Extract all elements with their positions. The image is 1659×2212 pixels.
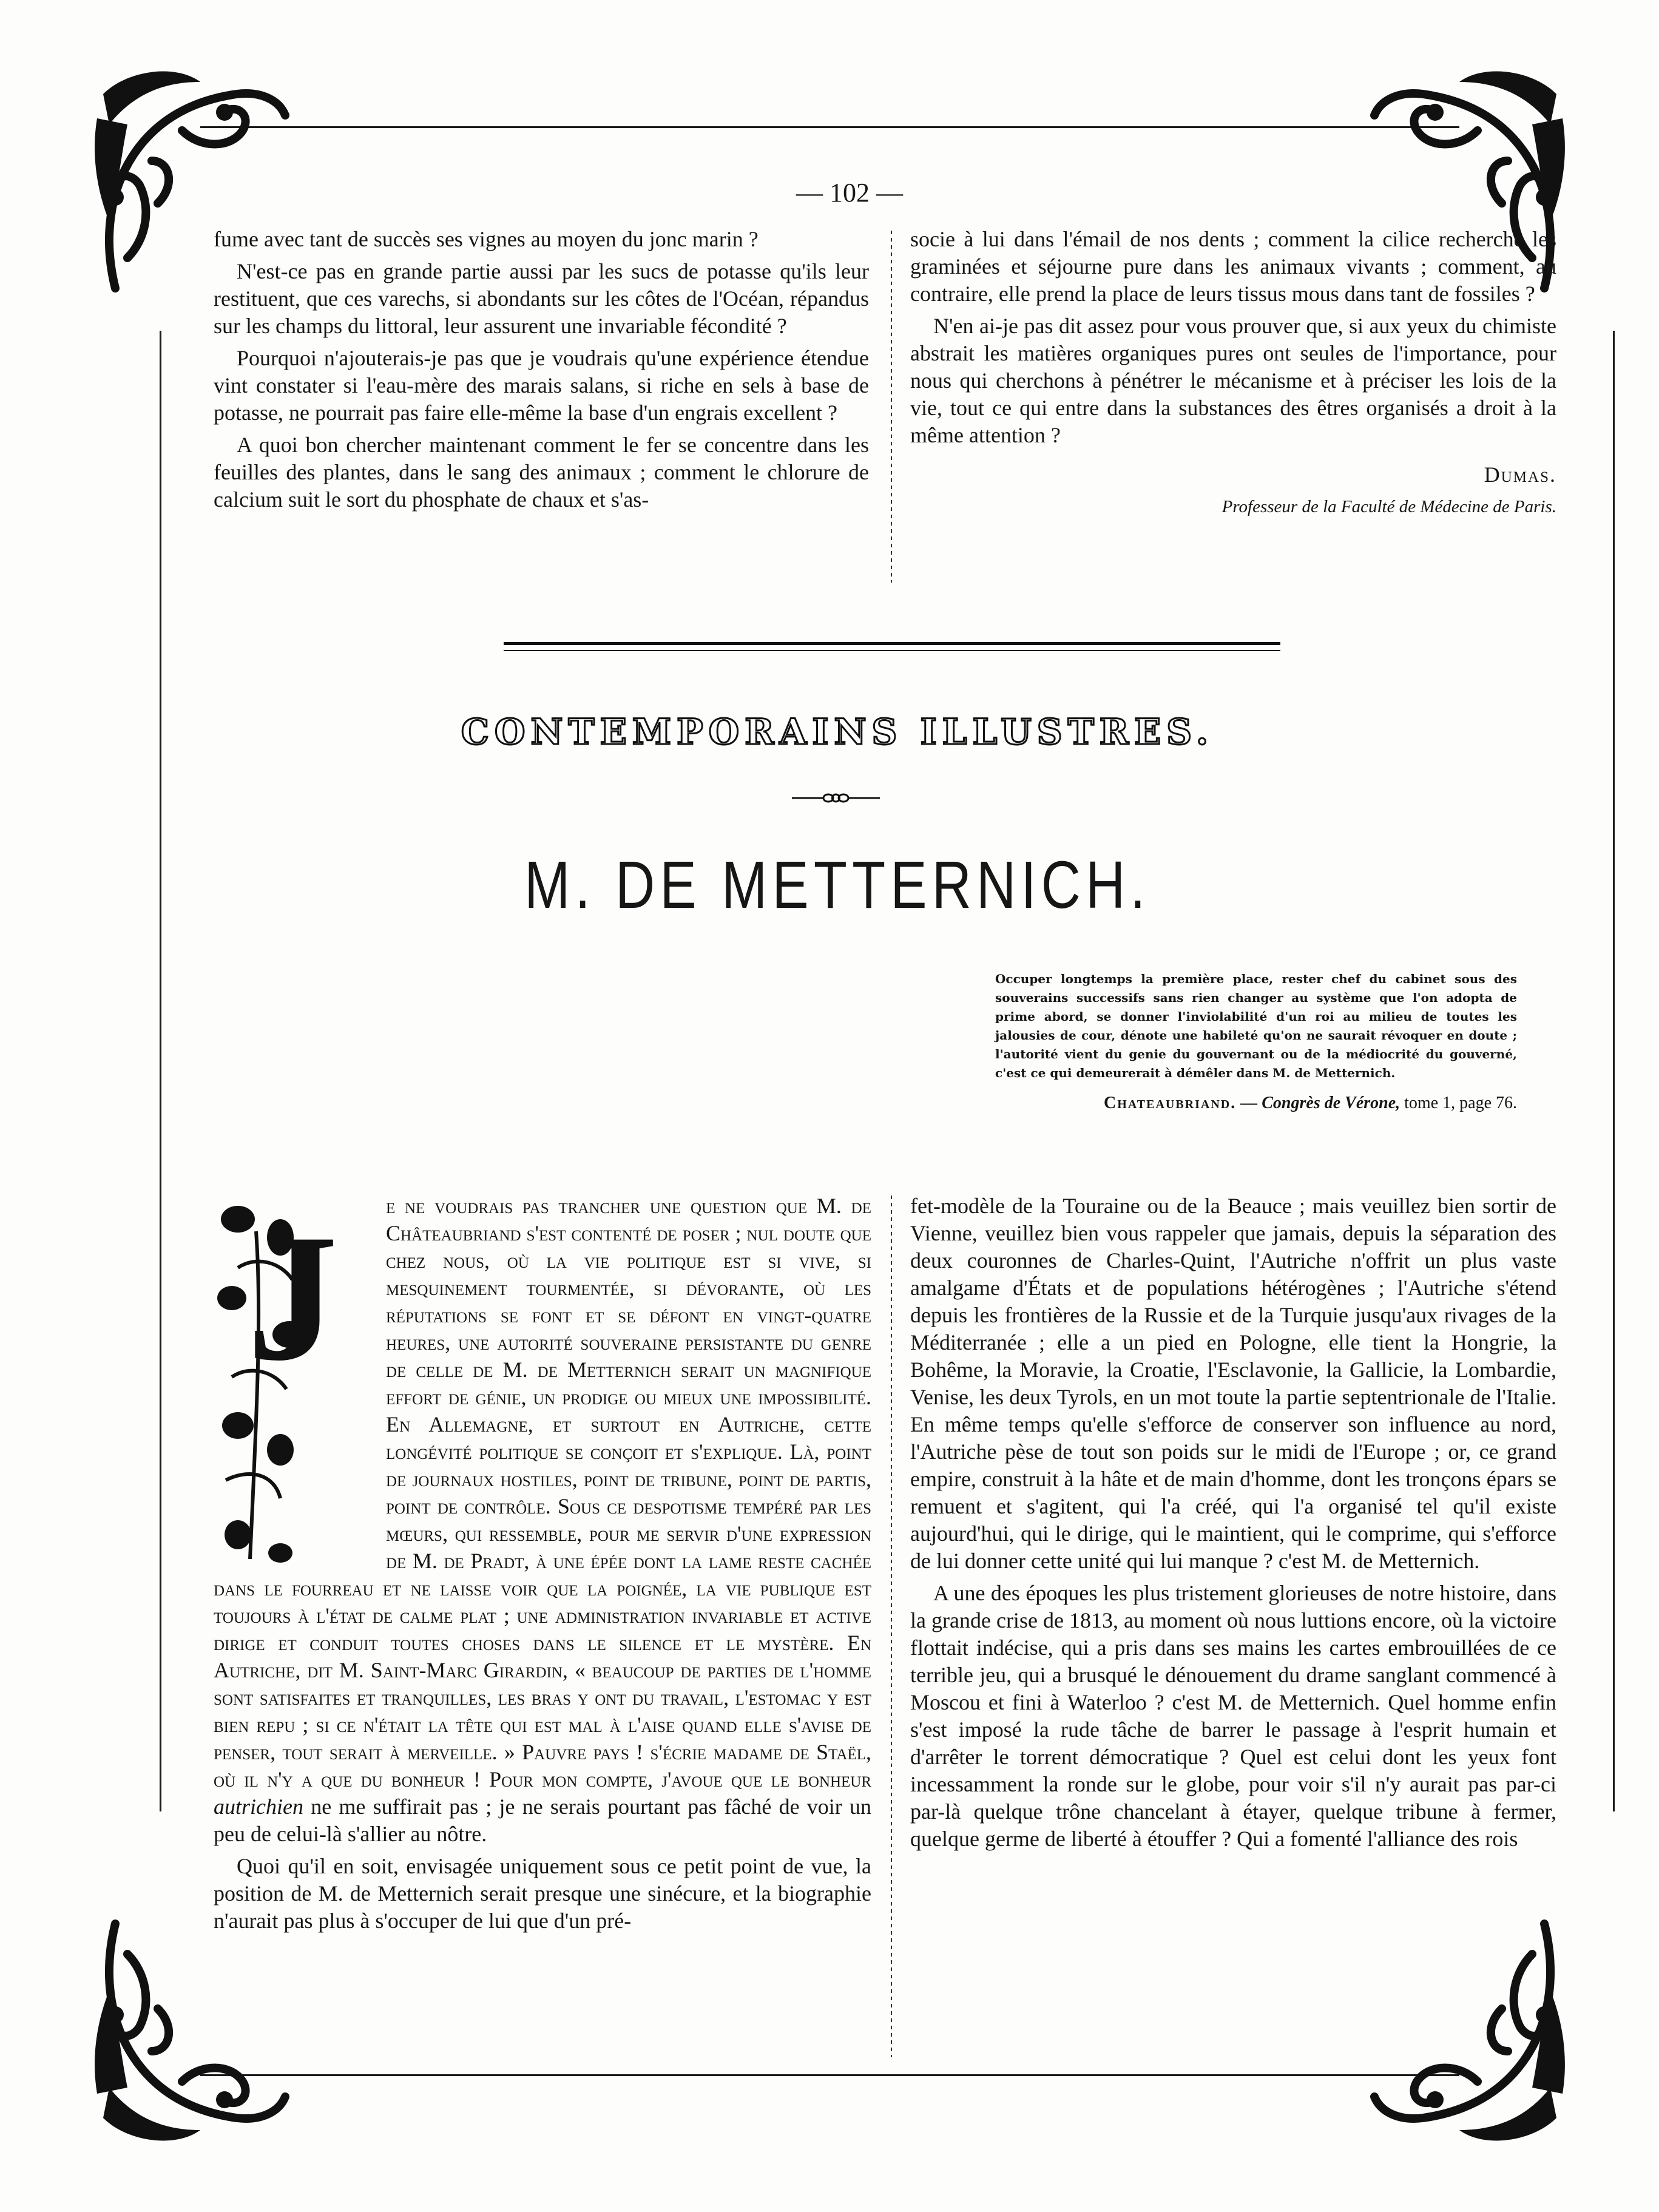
- column-divider: [891, 1196, 892, 2057]
- paragraph: N'est-ce pas en grande partie aussi par les sucs de potasse qu'ils leur restituent, que ces varechs, si abondants sur les côtes de l'Océan, répandus sur les champs du littoral, leur assurent une invariable fécondité ?: [214, 259, 869, 338]
- epigraph-author: Chateaubriand.: [1104, 1094, 1237, 1112]
- frame-line-top: [200, 126, 1459, 128]
- paragraph: Quoi qu'il en soit, envisagée uniquement sous ce petit point de vue, la position de M. de Metternich serait presque une sinécure, et la biographie n'aurait pas plus à s'occuper de lui que d'un pré-: [214, 1854, 871, 1933]
- author-signature: Dumas.: [1484, 462, 1556, 487]
- ornament-corner-bottom-left: [91, 1912, 291, 2154]
- section-title: CONTEMPORAINS ILLUSTRES.: [461, 711, 1214, 753]
- paragraph: fume avec tant de succès ses vignes au moyen du jonc marin ?: [214, 227, 759, 251]
- epigraph-location: tome 1, page 76.: [1404, 1094, 1517, 1112]
- author-affiliation: Professeur de la Faculté de Médecine de Paris.: [1221, 497, 1556, 516]
- section-rule: [504, 642, 1280, 645]
- article-title: M. DE METTERNICH.: [524, 848, 1150, 922]
- article-right-column: [910, 1192, 1556, 1858]
- paragraph-end: ne me suffirait pas ; je ne serais pourtant pas fâché de voir un peu de celui-là s'allier au nôtre.: [214, 1794, 871, 1846]
- title-ornament: [792, 790, 880, 806]
- ornament-corner-bottom-right: [1368, 1912, 1569, 2154]
- paragraph: socie à lui dans l'émail de nos dents ; comment la cilice recherche les graminées et séjourne pure dans les animaux vivants ; comment, au contraire, elle prend la place de leurs tissus mous dans tant de fossiles ?: [910, 227, 1556, 306]
- column-divider: [891, 231, 892, 583]
- paragraph: A quoi bon chercher maintenant comment le fer se concentre dans les feuilles des plantes, dans le sang des animaux ; comment le chlorure de calcium suit le sort du phosphate de chaux et s'as-: [214, 433, 869, 512]
- top-right-column: [910, 226, 1556, 521]
- epigraph-attribution: [995, 1094, 1517, 1113]
- top-left-column: [214, 226, 869, 518]
- paragraph: A une des époques les plus tristement glorieuses de notre histoire, dans la grande crise de 1813, au moment où nous luttions encore, où la victoire flottait indécise, qui a pris dans ses mains les cartes embrouillées de ce terrible jeu, qui a brusqué le dénouement du drame sanglant commencé à Moscou et fini à Waterloo ? c'est M. de Metternich. Quel homme enfin s'est imposé la rude tâche de barrer le passage à l'esprit humain et d'arrêter le torrent démocratique ? Quel est celui dont les yeux font incessamment la ronde sur le globe, pour voir s'il n'y aurait pas par-ci par-là quelque trône chancelant à étayer, quelque tribune à fermer, quelque germe de liberté à étouffer ? Qui a fomenté l'alliance des rois: [910, 1581, 1556, 1851]
- page-number: — 102 —: [796, 178, 903, 208]
- paragraph: Pourquoi n'ajouterais-je pas que je voudrais qu'une expérience étendue vint constater si l'eau-mère des marais salans, si riche en sels à base de potasse, ne pourrait pas faire elle-même la base d'un engrais excellent ?: [214, 346, 869, 425]
- frame-line-bottom: [200, 2074, 1459, 2076]
- epigraph-source: — Congrès de Vérone,: [1240, 1094, 1401, 1112]
- frame-line-left: [160, 331, 161, 1811]
- epigraph: Occuper longtemps la première place, rester chef du cabinet sous des souverains successifs sans rien changer au système que l'on adopta de prime abord, se donner l'inviolabilité d'un roi au milieu de toutes les jalousies de cour, dénote une habileté qu'on ne saurait révoquer en doute ; l'autorité vient du genie du gouvernant ou de la médiocrité du gouverné, c'est ce qui demeurerait à démêler dans M. de Metternich.: [995, 972, 1517, 1080]
- paragraph-lead: e ne voudrais pas trancher une question que M. de Châteaubriand s'est contenté de poser ; nul doute que chez nous, où la vie politique est si vive, si mesquinement tourmentée, si dévorante, où les réputations se font et se défont en vingt-quatre heures, une autorité souveraine persistante du genre de celle de M. de Metternich serait un magnifique effort de génie, un prodige ou mieux une impossibilité. En Allemagne, et surtout en Autriche, cette longévité politique se conçoit et s'explique. Là, point de journaux hostiles, point de tribune, point de partis, point de contrôle. Sous ce despotisme tempéré par les mœurs, qui ressemble, pour me servir d'une expression de M. de Pradt, à une épée dont la lame reste cachée dans le fourreau et ne laisse voir que la poignée, la vie publique est toujours à l'état de calme plat ; une administration invariable et active dirige et conduit toutes choses dans le silence et le mystère. En Autriche, dit M. Saint-Marc Girardin, « beaucoup de parties de l'homme sont satisfaites et tranquilles, les bras y ont du travail, l'estomac y est bien repu ; si ce n'était la tête qui est mal à l'aise quand elle s'avise de penser, tout serait à merveille. » Pauvre pays ! s'écrie madame de Staël, où il n'y a que du bonheur ! Pour mon compte, j'avoue que le bonheur: [214, 1194, 871, 1791]
- paragraph: fet-modèle de la Touraine ou de la Beauce ; mais veuillez bien sortir de Vienne, veuillez bien vous rappeler que jamais, depuis la séparation des deux couronnes de Charles-Quint, l'Autriche n'offrit un plus vaste amalgame d'États et de populations hétérogènes ; l'Autriche s'étend depuis les frontières de la Russie et de la Turquie jusqu'aux rivages de la Méditerranée ; elle a un pied en Pologne, elle tient la Hongrie, la Bohême, la Moravie, la Croatie, l'Esclavonie, la Gallicie, la Lombardie, Venise, les deux Tyrols, en un mot toute la partie septentrionale de l'Italie. En même temps qu'elle s'efforce de conserver son influence au nord, l'Autriche pèse de tout son poids sur le midi de l'Europe ; or, ce grand empire, construit à la hâte et de main d'homme, dont les tronçons épars se remuent et s'agitent, qui l'a créé, qui l'a organisé tel qu'il existe aujourd'hui, qui le dirige, qui le maintient, qui le comprime, qui s'efforce de lui donner cette unité qui lui manque ? c'est M. de Metternich.: [910, 1194, 1556, 1573]
- frame-line-right: [1613, 331, 1615, 1811]
- section-rule-thin: [504, 650, 1280, 651]
- dropcap-letter: J: [247, 1197, 338, 1398]
- dropcap-illustration: [214, 1195, 370, 1571]
- italic-word: autrichien: [214, 1794, 303, 1819]
- article-left-column: [214, 1192, 871, 1940]
- paragraph: N'en ai-je pas dit assez pour vous prouver que, si aux yeux du chimiste abstrait les matières organiques pures ont seules de l'importance, pour nous qui cherchons à pénétrer le mécanisme et à préciser les lois de la vie, tout ce qui entre dans la substances des êtres organisés a droit à la même attention ?: [910, 314, 1556, 447]
